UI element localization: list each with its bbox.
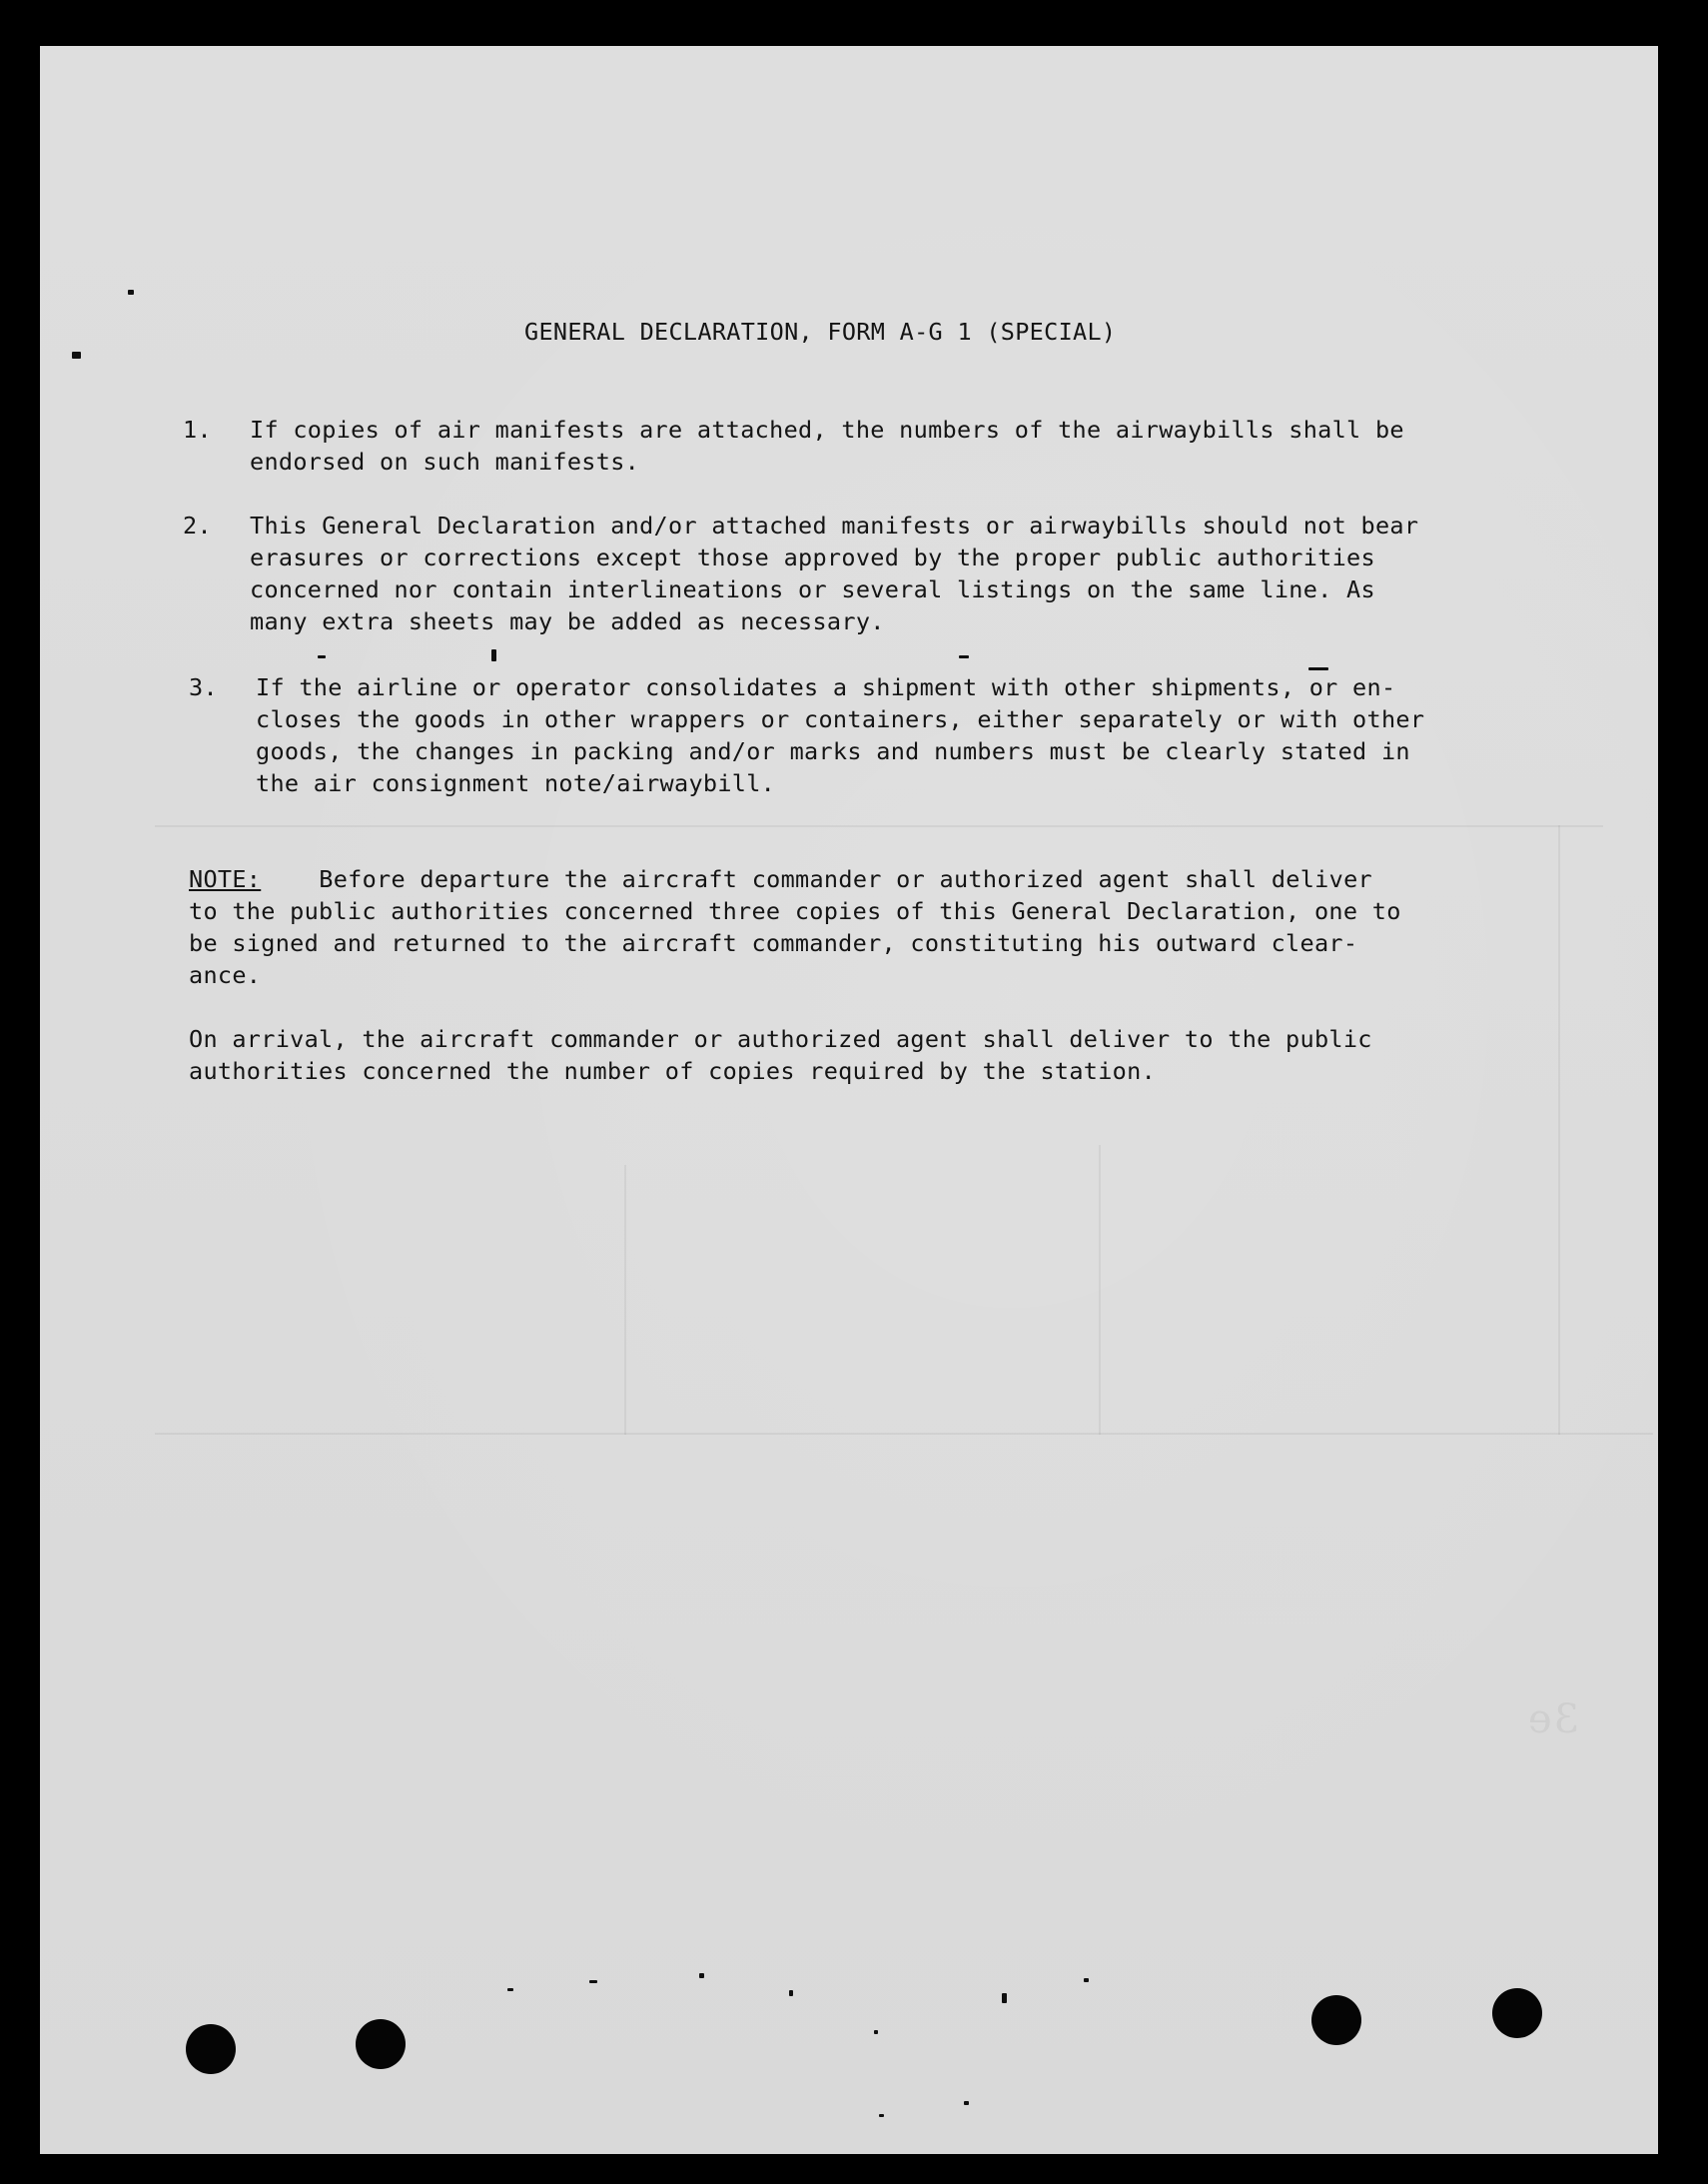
note-line: Before departure the aircraft commander or authorized agent shall deliver xyxy=(319,865,1372,893)
item-line: concerned nor contain interlineations or several listings on the same line. As xyxy=(250,575,1375,603)
scan-speck xyxy=(959,655,969,658)
item-number: 3. xyxy=(189,673,218,701)
note-line: to the public authorities concerned three copies of this General Declaration, one to xyxy=(189,897,1401,925)
scan-speck xyxy=(1308,667,1328,670)
punch-hole xyxy=(186,2024,236,2074)
note-line: ance. xyxy=(189,961,262,989)
item-line: many extra sheets may be added as necessary. xyxy=(250,607,885,635)
scan-speck xyxy=(128,290,134,295)
scan-speck xyxy=(964,2101,969,2105)
scan-speck xyxy=(72,352,81,359)
scan-speck xyxy=(1002,1993,1007,2003)
note-line: be signed and returned to the aircraft commander, constituting his outward clear- xyxy=(189,929,1358,957)
bleed-through-line xyxy=(155,1433,1653,1435)
paper-sheet xyxy=(40,46,1658,2154)
arrival-line: On arrival, the aircraft commander or authorized agent shall deliver to the public xyxy=(189,1025,1372,1053)
note-paragraph xyxy=(189,863,1522,991)
item-line: erasures or corrections except those approved by the proper public authorities xyxy=(250,544,1375,571)
bleed-through-line xyxy=(624,1165,626,1435)
item-line: the air consignment note/airwaybill. xyxy=(256,769,776,797)
punch-hole xyxy=(1492,1988,1542,2038)
scan-speck xyxy=(491,649,496,661)
scan-speck xyxy=(1084,1978,1089,1982)
scan-speck xyxy=(789,1990,793,1996)
scan-speck xyxy=(318,655,326,658)
arrival-paragraph xyxy=(189,1023,1522,1087)
item-body xyxy=(250,414,1518,478)
item-line: closes the goods in other wrappers or containers, either separately or with other xyxy=(256,705,1425,733)
document-title: GENERAL DECLARATION, FORM A-G 1 (SPECIAL) xyxy=(524,318,1117,346)
item-line: If copies of air manifests are attached, the numbers of the airwaybills shall be xyxy=(250,416,1404,444)
item-line: If the airline or operator consolidates a shipment with other shipments, or en- xyxy=(256,673,1396,701)
item-number: 1. xyxy=(183,416,212,444)
scan-speck xyxy=(507,1988,513,1991)
item-line: goods, the changes in packing and/or marks and numbers must be clearly stated in xyxy=(256,737,1410,765)
item-number: 2. xyxy=(183,512,212,540)
item-body xyxy=(250,510,1518,637)
arrival-line: authorities concerned the number of copies required by the station. xyxy=(189,1057,1157,1085)
item-line: endorsed on such manifests. xyxy=(250,448,640,476)
item-body xyxy=(256,671,1524,799)
scan-speck xyxy=(874,2030,878,2034)
bleed-through-page-number: 3e xyxy=(1526,1696,1580,1742)
scan-speck xyxy=(879,2114,884,2117)
scan-speck xyxy=(699,1973,704,1978)
note-first-line xyxy=(189,863,1522,895)
bleed-through-line xyxy=(1558,825,1560,1435)
bleed-through-line xyxy=(1099,1145,1101,1435)
punch-hole xyxy=(1311,1995,1361,2045)
item-line: This General Declaration and/or attached manifests or airwaybills should not bear xyxy=(250,512,1419,540)
bleed-through-line xyxy=(155,825,1603,827)
scan-speck xyxy=(589,1980,597,1983)
note-label: NOTE: xyxy=(189,865,262,893)
punch-hole xyxy=(356,2019,406,2069)
